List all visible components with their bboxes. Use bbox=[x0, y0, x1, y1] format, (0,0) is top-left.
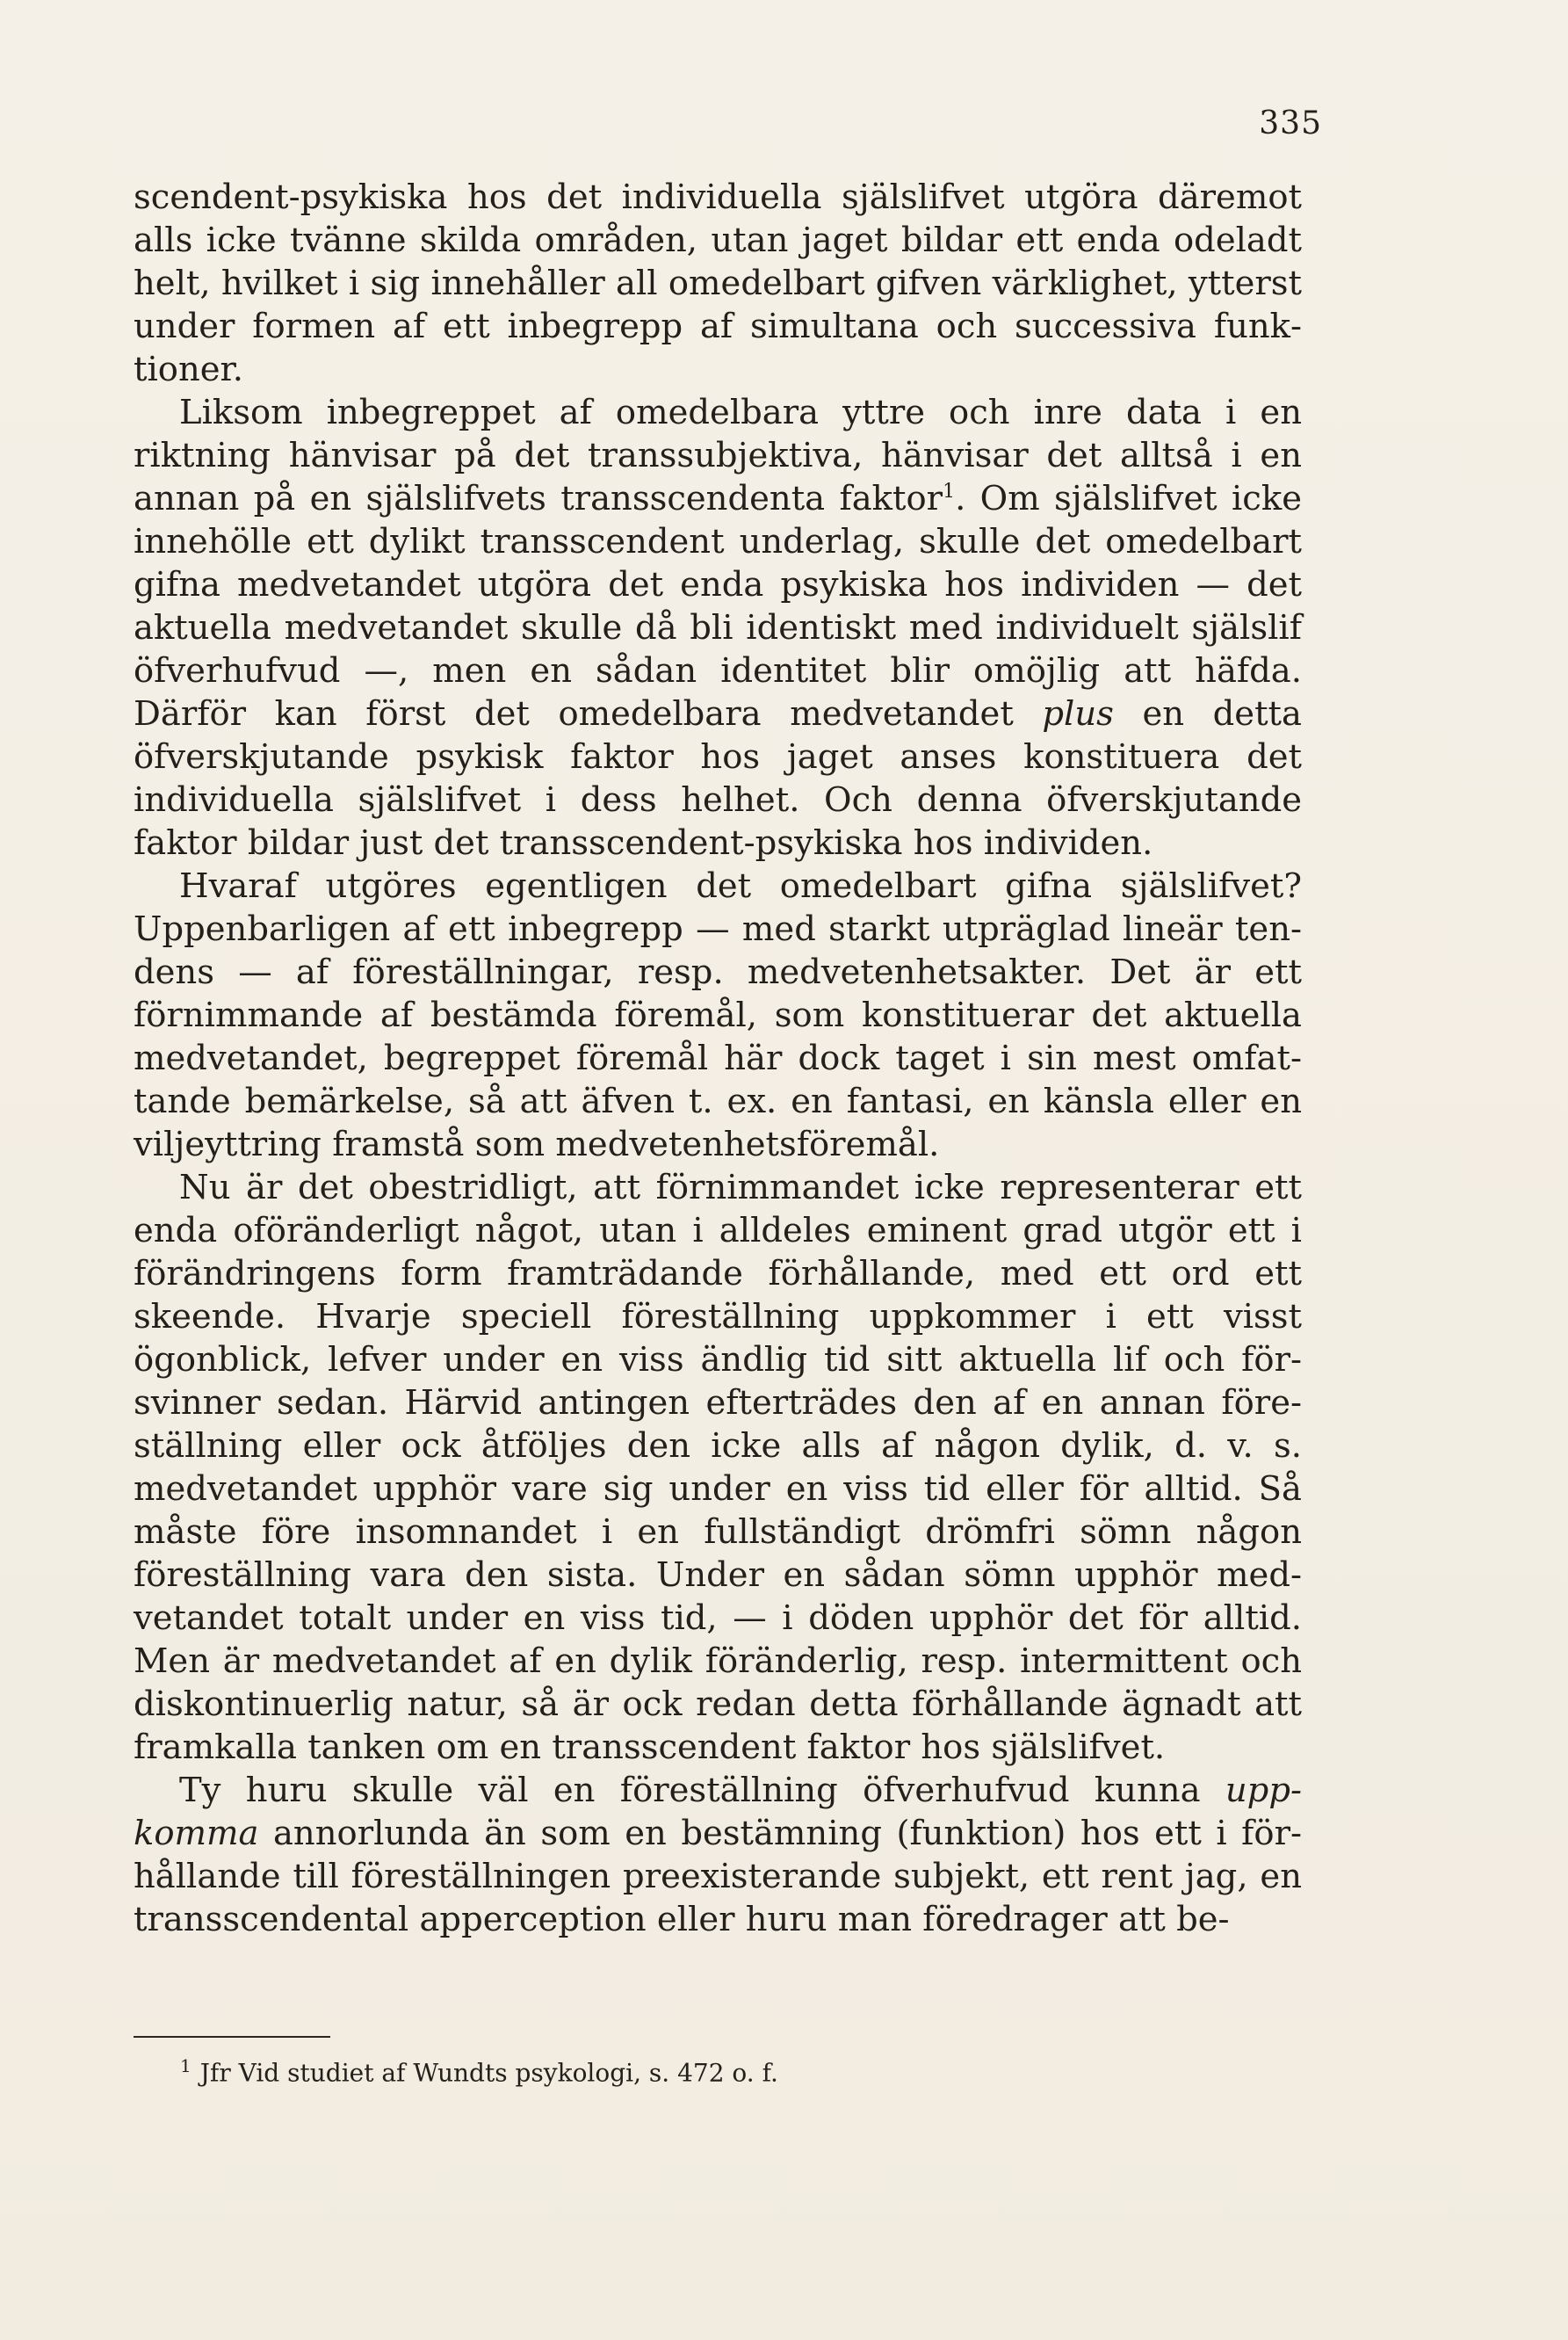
footnote bbox=[180, 2050, 778, 2089]
text-run: Hvaraf utgöres egentligen det omedelbart gifna själslifvet? Uppenbarligen af ett inbegrepp — med starkt utpräglad lineär tendens — af föreställningar, resp. medvetenhetsakter. Det är ett förnimmande af bestämda föremål, som konstituerar det aktuella medvetandet, begreppet föremål här dock taget i sin mest omfattande bemärkelse, så att äfven t. ex. en fantasi, en känsla eller en viljeyttring framstå som medvetenhetsföremål. bbox=[134, 866, 1302, 1164]
footnote-reference: 1 bbox=[943, 481, 956, 503]
paragraph bbox=[134, 1769, 1302, 1941]
text-run: Liksom inbegreppet af omedelbara yttre och inre data i en riktning hänvisar på det transsubjektiva, hänvisar det alltså i en annan på en själslifvets transscendenta faktor bbox=[134, 393, 1302, 518]
footnote-text: Jfr Vid studiet af Wundts psykologi, s. 472 o. f. bbox=[199, 2058, 778, 2088]
page-number: 335 bbox=[1259, 105, 1322, 141]
paragraph bbox=[134, 865, 1302, 1166]
text-run: scendent-psykiska hos det individuella själslifvet utgöra däremot alls icke tvänne skilda områden, utan jaget bildar ett enda odeladt helt, hvilket i sig innehåller all omedelbart gifven värklighet, ytterst under formen af ett inbegrepp af simultana och successiva funktioner. bbox=[134, 177, 1302, 389]
footnote-divider bbox=[134, 2036, 330, 2038]
body-text bbox=[134, 176, 1302, 1941]
text-run: annorlunda än som en bestämning (funktion) hos ett i förhållande till föreställningen preexisterande subjekt, ett rent jag, en transscendental apperception eller huru man föredrager att be- bbox=[134, 1814, 1302, 1939]
text-run: Nu är det obestridligt, att förnimmandet icke representerar ett enda oföränderligt något, utan i alldeles eminent grad utgör ett i förändringens form framträdande förhållande, med ett ord ett skeende. Hvarje speciell föreställning uppkommer i ett visst ögonblick, lefver under en viss ändlig tid sitt aktuella lif och försvinner sedan. Härvid antingen efterträdes den af en annan föreställning eller ock åtföljes den icke alls af någon dylik, d. v. s. medvetandet upphör vare sig under en viss tid eller för alltid. Så måste före insomnandet i en fullständigt drömfri sömn någon föreställning vara den sista. Under en sådan sömn upphör medvetandet totalt under en viss tid, — i döden upphör det för alltid. Men är medvetandet af en dylik föränderlig, resp. intermittent och diskontinuerlig natur, så är ock redan detta förhållande ägnadt att framkalla tanken om en transscendent faktor hos själslifvet. bbox=[134, 1168, 1302, 1767]
text-run: Ty huru skulle väl en föreställning öfverhufvud kunna bbox=[179, 1771, 1225, 1810]
text-run: en detta öfverskjutande psykisk faktor hos jaget anses konstituera det individuella själslifvet i dess helhet. Och denna öfverskjutande faktor bildar just det transscendent-psykiska hos individen. bbox=[134, 694, 1302, 863]
italic-term: plus bbox=[1042, 694, 1114, 734]
text-run: . Om själslifvet icke innehölle ett dylikt transscendent underlag, skulle det omedelbart gifna medvetandet utgöra det enda psykiska hos individen — det aktuella medvetandet skulle då bli identiskt med individuelt själslif öfverhufvud —, men en sådan identitet blir omöjlig att häfda. Därför kan först det omedelbara medvetandet bbox=[134, 479, 1302, 734]
paragraph bbox=[134, 1166, 1302, 1769]
paragraph-continuation bbox=[134, 176, 1302, 391]
italic-term: uppkomma bbox=[134, 1771, 1302, 1853]
footnote-marker: 1 bbox=[180, 2055, 191, 2076]
paragraph bbox=[134, 391, 1302, 865]
